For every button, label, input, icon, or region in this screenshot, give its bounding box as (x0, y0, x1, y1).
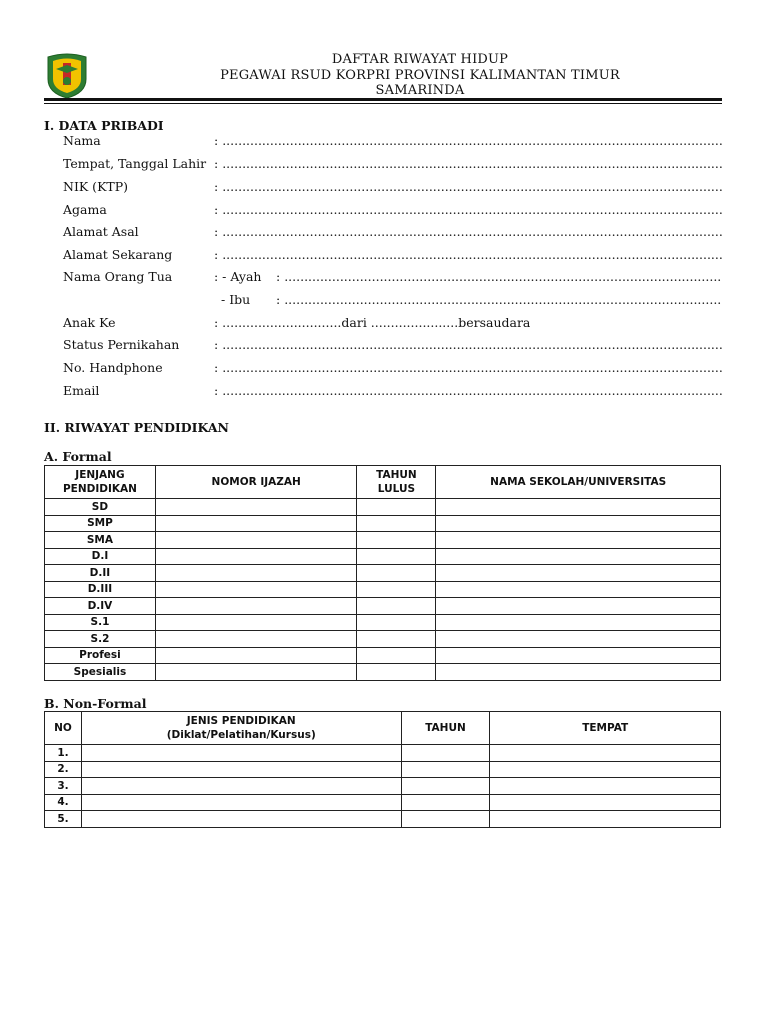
table-cell-input[interactable] (401, 761, 490, 778)
table-cell-input[interactable] (436, 598, 721, 615)
field-input-nama[interactable] (214, 133, 722, 148)
field-input-ayah[interactable] (276, 269, 722, 284)
field-colon: : (214, 156, 219, 171)
row-label: D.I (45, 548, 156, 565)
table-row (45, 794, 721, 811)
table-cell-input[interactable] (357, 581, 436, 598)
table-cell-input[interactable] (81, 761, 401, 778)
field-label-alamat-sekarang: Alamat Sekarang (63, 247, 173, 262)
table-cell-input[interactable] (357, 598, 436, 615)
field-colon: : (214, 247, 219, 262)
table-cell-input[interactable] (490, 761, 721, 778)
table-cell-input[interactable] (155, 598, 357, 615)
formal-title: A. Formal (44, 449, 112, 464)
table-cell-input[interactable] (436, 614, 721, 631)
table-row (45, 811, 721, 828)
table-row (45, 499, 721, 516)
table-cell-input[interactable] (357, 565, 436, 582)
field-label-tempat-tanggal-lahir: Tempat, Tanggal Lahir (63, 156, 207, 171)
table-cell-input[interactable] (436, 565, 721, 582)
table-cell-input[interactable] (155, 548, 357, 565)
table-row (45, 664, 721, 681)
col-header-jenis-pendidikan: JENIS PENDIDIKAN (Diklat/Pelatihan/Kursus) (81, 712, 401, 745)
table-cell-input[interactable] (155, 664, 357, 681)
table-row (45, 647, 721, 664)
table-cell-input[interactable] (401, 811, 490, 828)
parent-ayah-label: : - Ayah (214, 269, 262, 284)
field-input-nik[interactable] (214, 179, 722, 194)
col-header-tahun-lulus: TAHUN LULUS (357, 466, 436, 499)
table-row (45, 778, 721, 795)
table-cell-input[interactable] (401, 778, 490, 795)
table-cell-input[interactable] (155, 647, 357, 664)
row-label: D.III (45, 581, 156, 598)
field-colon: : (214, 202, 219, 217)
table-cell-input[interactable] (81, 794, 401, 811)
row-label: S.1 (45, 614, 156, 631)
row-label: 2. (45, 761, 82, 778)
field-colon: : (214, 383, 219, 398)
table-cell-input[interactable] (401, 745, 490, 762)
row-label: 4. (45, 794, 82, 811)
table-row (45, 631, 721, 648)
row-label: SD (45, 499, 156, 516)
field-colon: : (276, 269, 281, 284)
header-line-2: PEGAWAI RSUD KORPRI PROVINSI KALIMANTAN TIMUR (220, 67, 620, 83)
header-line-3: SAMARINDA (375, 83, 465, 98)
table-row (45, 532, 721, 549)
header-line-1: DAFTAR RIWAYAT HIDUP (331, 52, 509, 67)
table-cell-input[interactable] (155, 499, 357, 516)
table-row (45, 565, 721, 582)
row-label: S.2 (45, 631, 156, 648)
table-row (45, 614, 721, 631)
table-cell-input[interactable] (357, 664, 436, 681)
row-label: D.II (45, 565, 156, 582)
table-cell-input[interactable] (155, 565, 357, 582)
field-label-nama: Nama (63, 133, 101, 148)
table-cell-input[interactable] (81, 778, 401, 795)
field-colon: : (214, 337, 219, 352)
table-cell-input[interactable] (436, 664, 721, 681)
table-cell-input[interactable] (155, 614, 357, 631)
field-colon: : (214, 224, 219, 239)
table-row (45, 598, 721, 615)
table-cell-input[interactable] (401, 794, 490, 811)
field-label-nik: NIK (KTP) (63, 179, 129, 194)
table-cell-input[interactable] (490, 811, 721, 828)
row-label: 1. (45, 745, 82, 762)
field-input-status-pernikahan[interactable] (214, 337, 722, 352)
col-header-tahun: TAHUN (401, 712, 490, 745)
table-header-row (45, 466, 721, 499)
table-cell-input[interactable] (490, 794, 721, 811)
table-cell-input[interactable] (357, 532, 436, 549)
table-cell-input[interactable] (490, 745, 721, 762)
table-cell-input[interactable] (81, 811, 401, 828)
table-cell-input[interactable] (81, 745, 401, 762)
field-label-status-pernikahan: Status Pernikahan (63, 337, 180, 352)
col-header-nama-sekolah: NAMA SEKOLAH/UNIVERSITAS (436, 466, 721, 499)
table-cell-input[interactable] (436, 532, 721, 549)
header-rule-thick (44, 98, 722, 101)
field-input-anak-ke[interactable]: : ..............................dari ......................bersaudara (214, 315, 531, 330)
section-riwayat-pendidikan-title: II. RIWAYAT PENDIDIKAN (44, 420, 229, 435)
document-header (110, 52, 730, 99)
table-cell-input[interactable] (357, 499, 436, 516)
row-label: SMP (45, 515, 156, 532)
row-label: Profesi (45, 647, 156, 664)
field-input-alamat-sekarang[interactable] (214, 247, 722, 262)
table-cell-input[interactable] (155, 515, 357, 532)
parent-ibu-label: - Ibu (221, 292, 251, 307)
table-header-row (45, 712, 721, 745)
table-cell-input[interactable] (357, 548, 436, 565)
field-label-nama-orang-tua: Nama Orang Tua (63, 269, 173, 284)
table-cell-input[interactable] (357, 647, 436, 664)
row-label: D.IV (45, 598, 156, 615)
table-cell-input[interactable] (155, 631, 357, 648)
field-input-alamat-asal[interactable] (214, 224, 722, 239)
col-header-no: NO (45, 712, 82, 745)
field-input-ibu[interactable] (276, 292, 722, 307)
row-label: 3. (45, 778, 82, 795)
field-colon: : (214, 360, 219, 375)
table-cell-input[interactable] (436, 548, 721, 565)
table-cell-input[interactable] (436, 581, 721, 598)
field-input-email[interactable] (214, 383, 722, 398)
header-rule-thin (44, 103, 722, 104)
field-input-agama[interactable] (214, 202, 722, 217)
field-input-tempat-tanggal-lahir[interactable] (214, 156, 722, 171)
col-header-jenjang: JENJANG PENDIDIKAN (45, 466, 156, 499)
field-input-no-handphone[interactable] (214, 360, 722, 375)
table-cell-input[interactable] (155, 532, 357, 549)
table-cell-input[interactable] (357, 614, 436, 631)
table-row (45, 515, 721, 532)
table-row (45, 745, 721, 762)
col-header-nomor-ijazah: NOMOR IJAZAH (155, 466, 357, 499)
table-cell-input[interactable] (490, 778, 721, 795)
field-colon: : (214, 179, 219, 194)
field-label-anak-ke: Anak Ke (63, 315, 116, 330)
nonformal-title: B. Non-Formal (44, 696, 147, 711)
table-cell-input[interactable] (357, 515, 436, 532)
table-cell-input[interactable] (155, 581, 357, 598)
col-header-tempat: TEMPAT (490, 712, 721, 745)
row-label: 5. (45, 811, 82, 828)
formal-education-table (44, 465, 721, 681)
field-label-no-handphone: No. Handphone (63, 360, 163, 375)
province-emblem-logo (44, 51, 90, 99)
field-colon: : (276, 292, 281, 307)
table-row (45, 548, 721, 565)
field-label-alamat-asal: Alamat Asal (63, 224, 139, 239)
nonformal-education-table (44, 711, 721, 828)
table-cell-input[interactable] (436, 499, 721, 516)
row-label: Spesialis (45, 664, 156, 681)
field-label-agama: Agama (63, 202, 107, 217)
table-cell-input[interactable] (436, 647, 721, 664)
table-cell-input[interactable] (436, 515, 721, 532)
table-cell-input[interactable] (357, 631, 436, 648)
section-data-pribadi-title: I. DATA PRIBADI (44, 118, 164, 133)
field-colon: : (214, 133, 219, 148)
field-label-email: Email (63, 383, 100, 398)
table-cell-input[interactable] (436, 631, 721, 648)
table-row (45, 761, 721, 778)
row-label: SMA (45, 532, 156, 549)
table-row (45, 581, 721, 598)
